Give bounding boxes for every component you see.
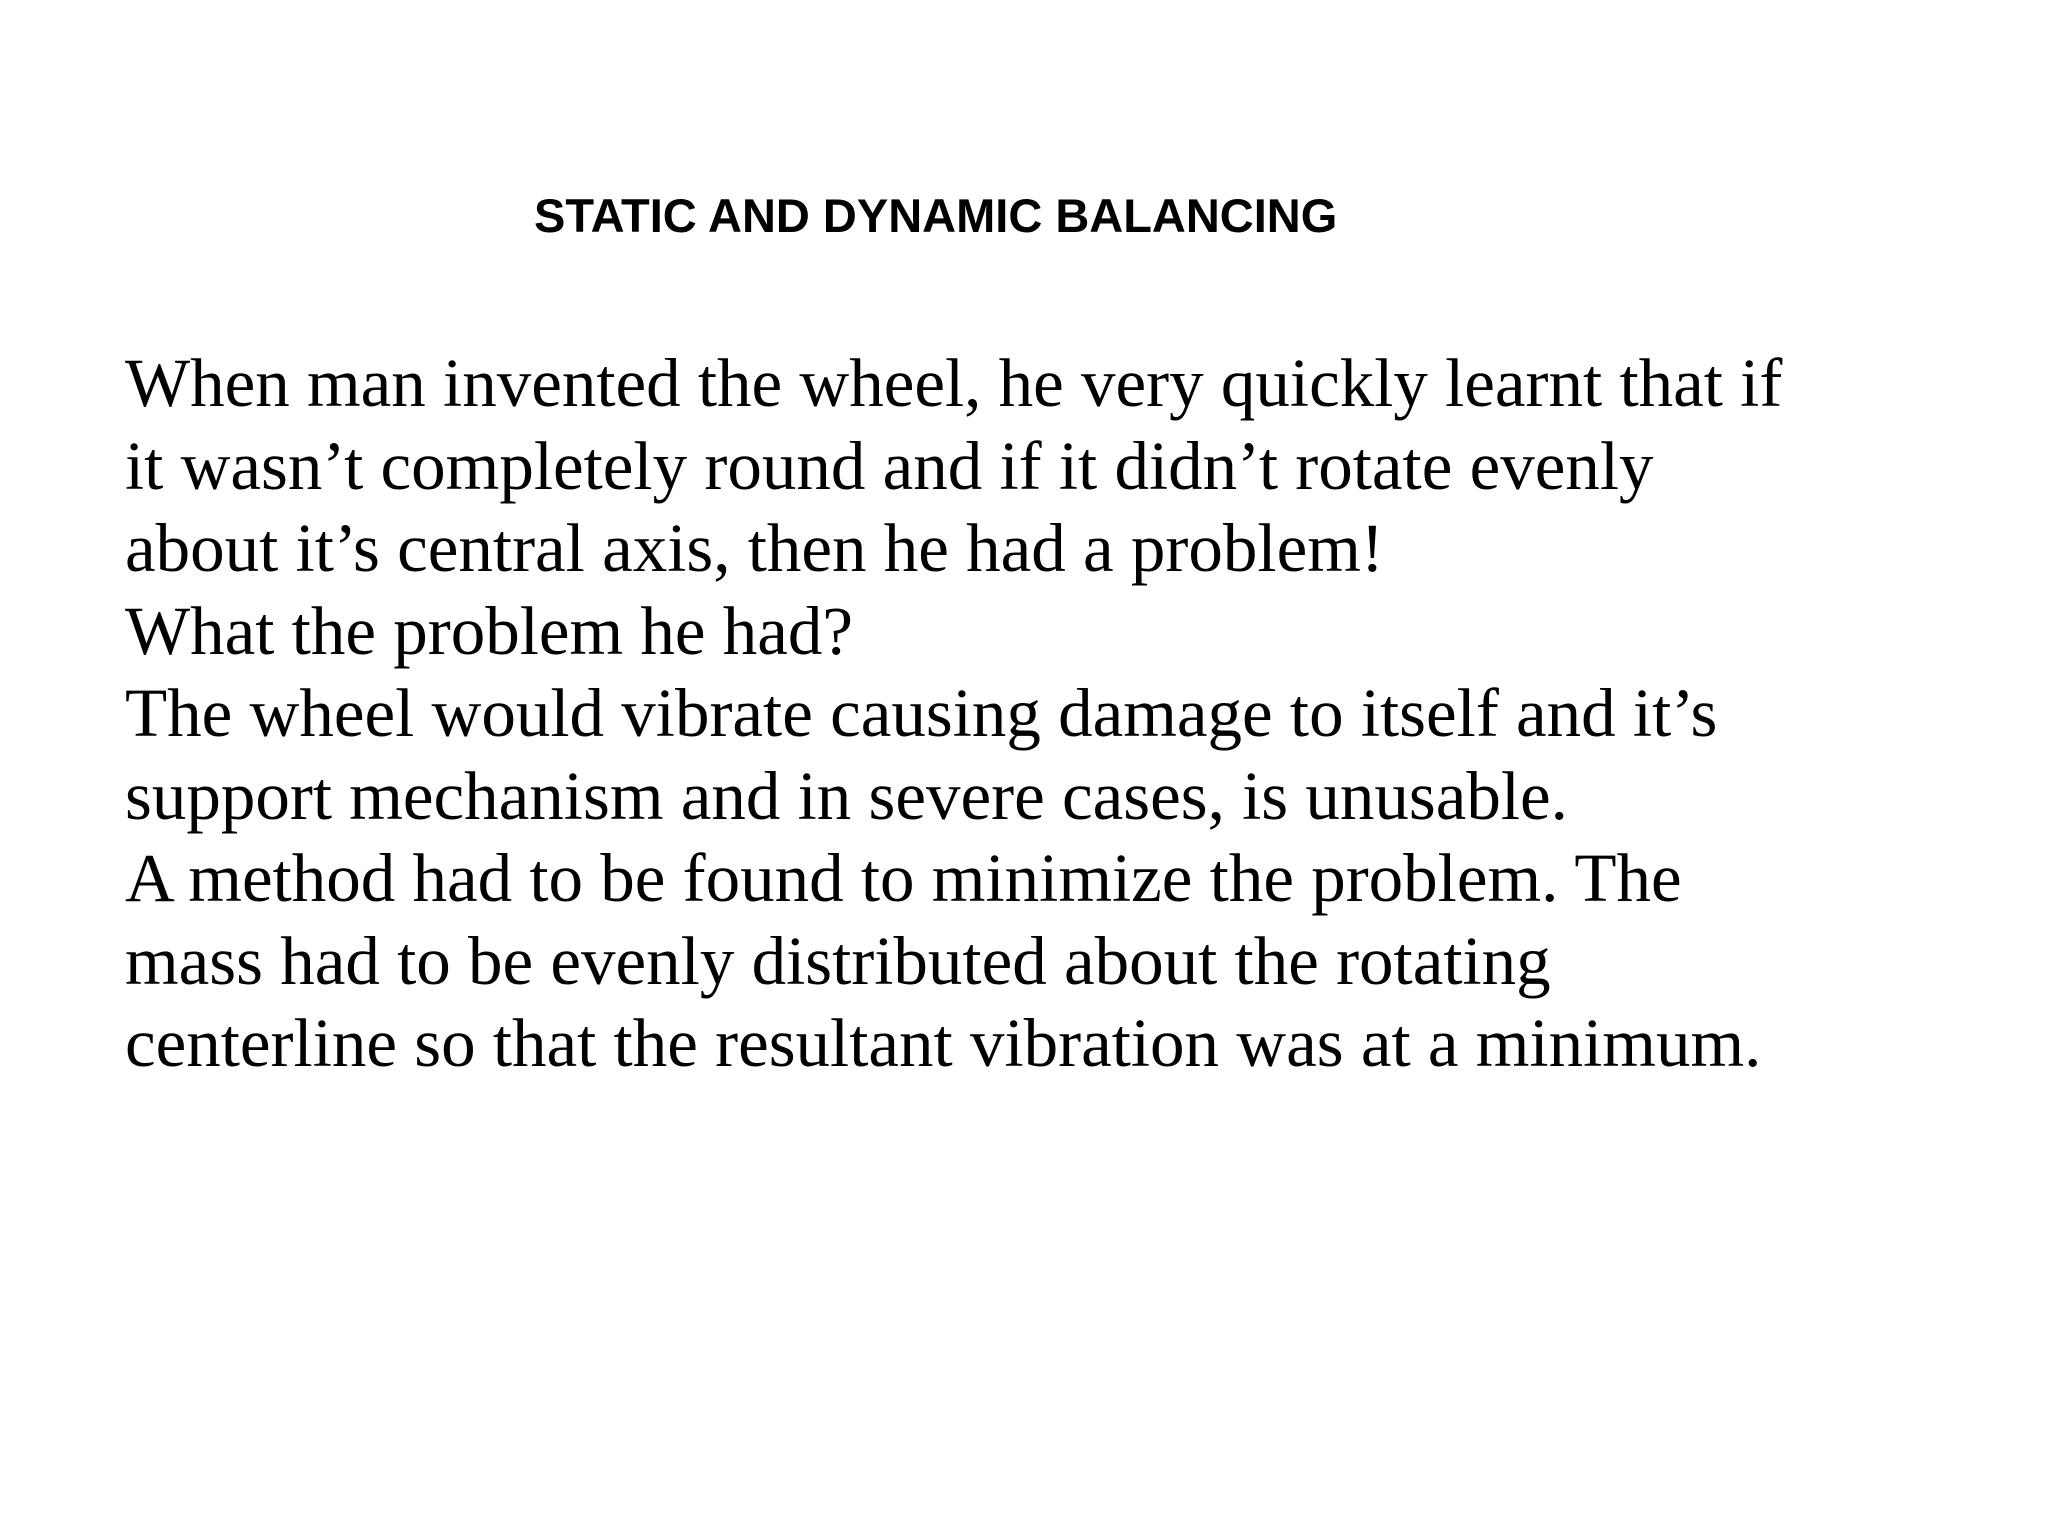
- body-line: What the problem he had?: [125, 592, 854, 669]
- body-line: When man invented the wheel, he very quickly learnt that if: [125, 345, 1783, 421]
- body-line: support mechanism and in severe cases, is unusable.: [125, 757, 1568, 834]
- body-line: A method had to be found to minimize the problem. The: [125, 840, 1682, 916]
- slide-body-text: [125, 342, 2005, 1085]
- slide-title: STATIC AND DYNAMIC BALANCING: [534, 189, 1338, 242]
- body-line: it wasn’t completely round and if it didn’t rotate evenly: [125, 427, 1654, 504]
- body-line: The wheel would vibrate causing damage to itself and it’s: [125, 675, 1718, 751]
- body-line: mass had to be evenly distributed about the rotating: [125, 922, 1551, 999]
- body-line: centerline so that the resultant vibration was at a minimum.: [125, 1005, 1762, 1081]
- body-line: about it’s central axis, then he had a problem!: [125, 510, 1384, 586]
